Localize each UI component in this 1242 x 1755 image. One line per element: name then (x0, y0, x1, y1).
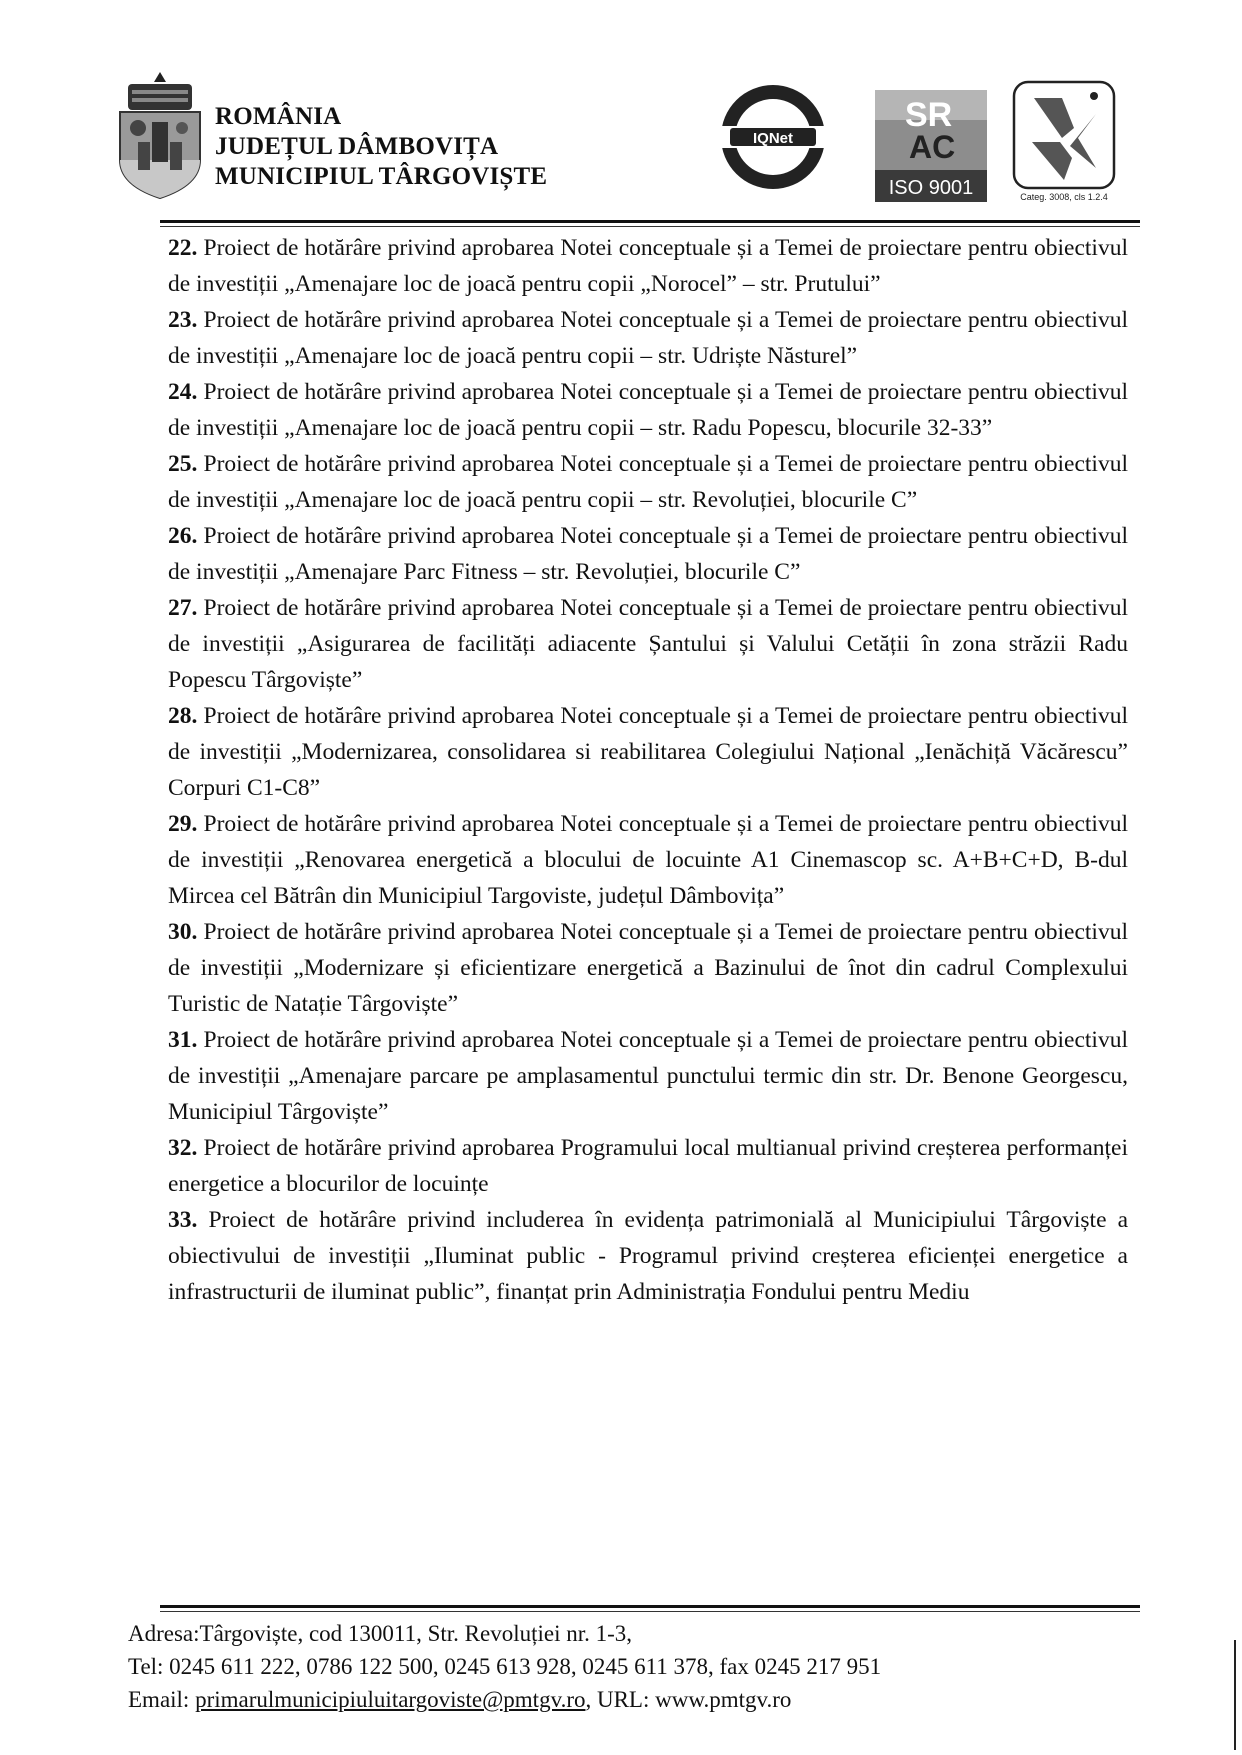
scan-edge-mark (1234, 1640, 1236, 1750)
contact-footer (128, 1617, 1128, 1716)
iqnet-certification-icon (718, 82, 828, 192)
agenda-item-26: 26. Proiect de hotărâre privind aprobarea Notei conceptuale și a Temei de proiectare pentru obiectivul de investiții „Amenajare Parc Fitness – str. Revoluției, blocurile C” (168, 523, 1128, 585)
svg-text:AC: AC (909, 129, 956, 165)
agenda-item-22: 22. Proiect de hotărâre privind aprobarea Notei conceptuale și a Temei de proiectare pentru obiectivul de investiții „Amenajare loc de joacă pentru copii „Norocel” – str. Prutului” (168, 235, 1128, 297)
footer-divider-thin (160, 1611, 1140, 1612)
agenda-list (168, 230, 1128, 1310)
county-name: JUDEȚUL DÂMBOVIȚA (215, 133, 499, 160)
municipality-name: MUNICIPIUL TÂRGOVIȘTE (215, 163, 548, 190)
svg-text:SR: SR (905, 96, 953, 134)
agenda-item-29: 29. Proiect de hotărâre privind aprobarea Notei conceptuale și a Temei de proiectare pentru obiectivul de investiții „Renovarea energetică a blocului de locuinte A1 Cinemascop sc. A+B+C+D, B-dul Mircea cel Bătrân din Municipiul Targoviste, județul Dâmbovița” (168, 811, 1128, 909)
svg-text:IQNet: IQNet (752, 130, 794, 147)
agenda-item-31: 31. Proiect de hotărâre privind aprobarea Notei conceptuale și a Temei de proiectare pentru obiectivul de investiții „Amenajare parcare pe amplasamentul punctului termic din str. Dr. Benone Georgescu, Municipiul Târgoviște” (168, 1027, 1128, 1125)
srac-iso-9001-icon (875, 90, 987, 202)
quality-mark-icon (1012, 80, 1116, 190)
institution-titles (215, 102, 547, 192)
agenda-item-25: 25. Proiect de hotărâre privind aprobarea Notei conceptuale și a Temei de proiectare pentru obiectivul de investiții „Amenajare loc de joacă pentru copii – str. Revoluției, blocurile C” (168, 451, 1128, 513)
website-url[interactable]: www.pmtgv.ro (655, 1687, 792, 1712)
agenda-item-27: 27. Proiect de hotărâre privind aprobarea Notei conceptuale și a Temei de proiectare pentru obiectivul de investiții „Asigurarea de facilități adiacente Șantului și Valului Cetății în zona străzii Radu Popescu Târgoviște” (168, 595, 1128, 693)
email-link[interactable]: primarulmunicipiuluitargoviste@pmtgv.ro (195, 1687, 586, 1712)
letterhead (110, 60, 1130, 210)
agenda-item-32: 32. Proiect de hotărâre privind aprobarea Programului local multianual privind creșterea performanței energetice a blocurilor de locuințe (168, 1135, 1128, 1197)
quality-mark-caption: Categ. 3008, cls 1.2.4 (1020, 192, 1108, 202)
country-name: ROMÂNIA (215, 103, 342, 130)
header-divider (160, 220, 1140, 223)
agenda-item-30: 30. Proiect de hotărâre privind aprobarea Notei conceptuale și a Temei de proiectare pentru obiectivul de investiții „Modernizare și eficientizare energetică a Bazinului de înot din cadrul Complexului Turistic de Natație Târgoviște” (168, 919, 1128, 1017)
agenda-item-24: 24. Proiect de hotărâre privind aprobarea Notei conceptuale și a Temei de proiectare pentru obiectivul de investiții „Amenajare loc de joacă pentru copii – str. Radu Popescu, blocurile 32-33” (168, 379, 1128, 441)
footer-phones: Tel: 0245 611 222, 0786 122 500, 0245 613 928, 0245 611 378, fax 0245 217 951 (128, 1654, 882, 1679)
agenda-item-28: 28. Proiect de hotărâre privind aprobarea Notei conceptuale și a Temei de proiectare pentru obiectivul de investiții „Modernizarea, consolidarea si reabilitarea Colegiului Național „Ienăchiță Văcărescu” Corpuri C1-C8” (168, 703, 1128, 801)
footer-address: Adresa:Târgoviște, cod 130011, Str. Revoluției nr. 1-3, (128, 1621, 633, 1646)
agenda-item-33: 33. Proiect de hotărâre privind includerea în evidența patrimonială al Municipiului Târgoviște a obiectivului de investiții „Iluminat public - Programul privind creșterea eficienței energetice a infrastructurii de iluminat public”, finanțat prin Administrația Fondului pentru Mediu (168, 1207, 1128, 1305)
coat-of-arms-icon (110, 70, 210, 200)
agenda-item-23: 23. Proiect de hotărâre privind aprobarea Notei conceptuale și a Temei de proiectare pentru obiectivul de investiții „Amenajare loc de joacă pentru copii – str. Udriște Năsturel” (168, 307, 1128, 369)
footer-divider (160, 1605, 1140, 1608)
footer-email-line: Email: primarulmunicipiuluitargoviste@pmtgv.ro, URL: www.pmtgv.ro (128, 1687, 792, 1712)
svg-text:ISO 9001: ISO 9001 (888, 177, 974, 199)
header-divider-thin (160, 226, 1140, 227)
